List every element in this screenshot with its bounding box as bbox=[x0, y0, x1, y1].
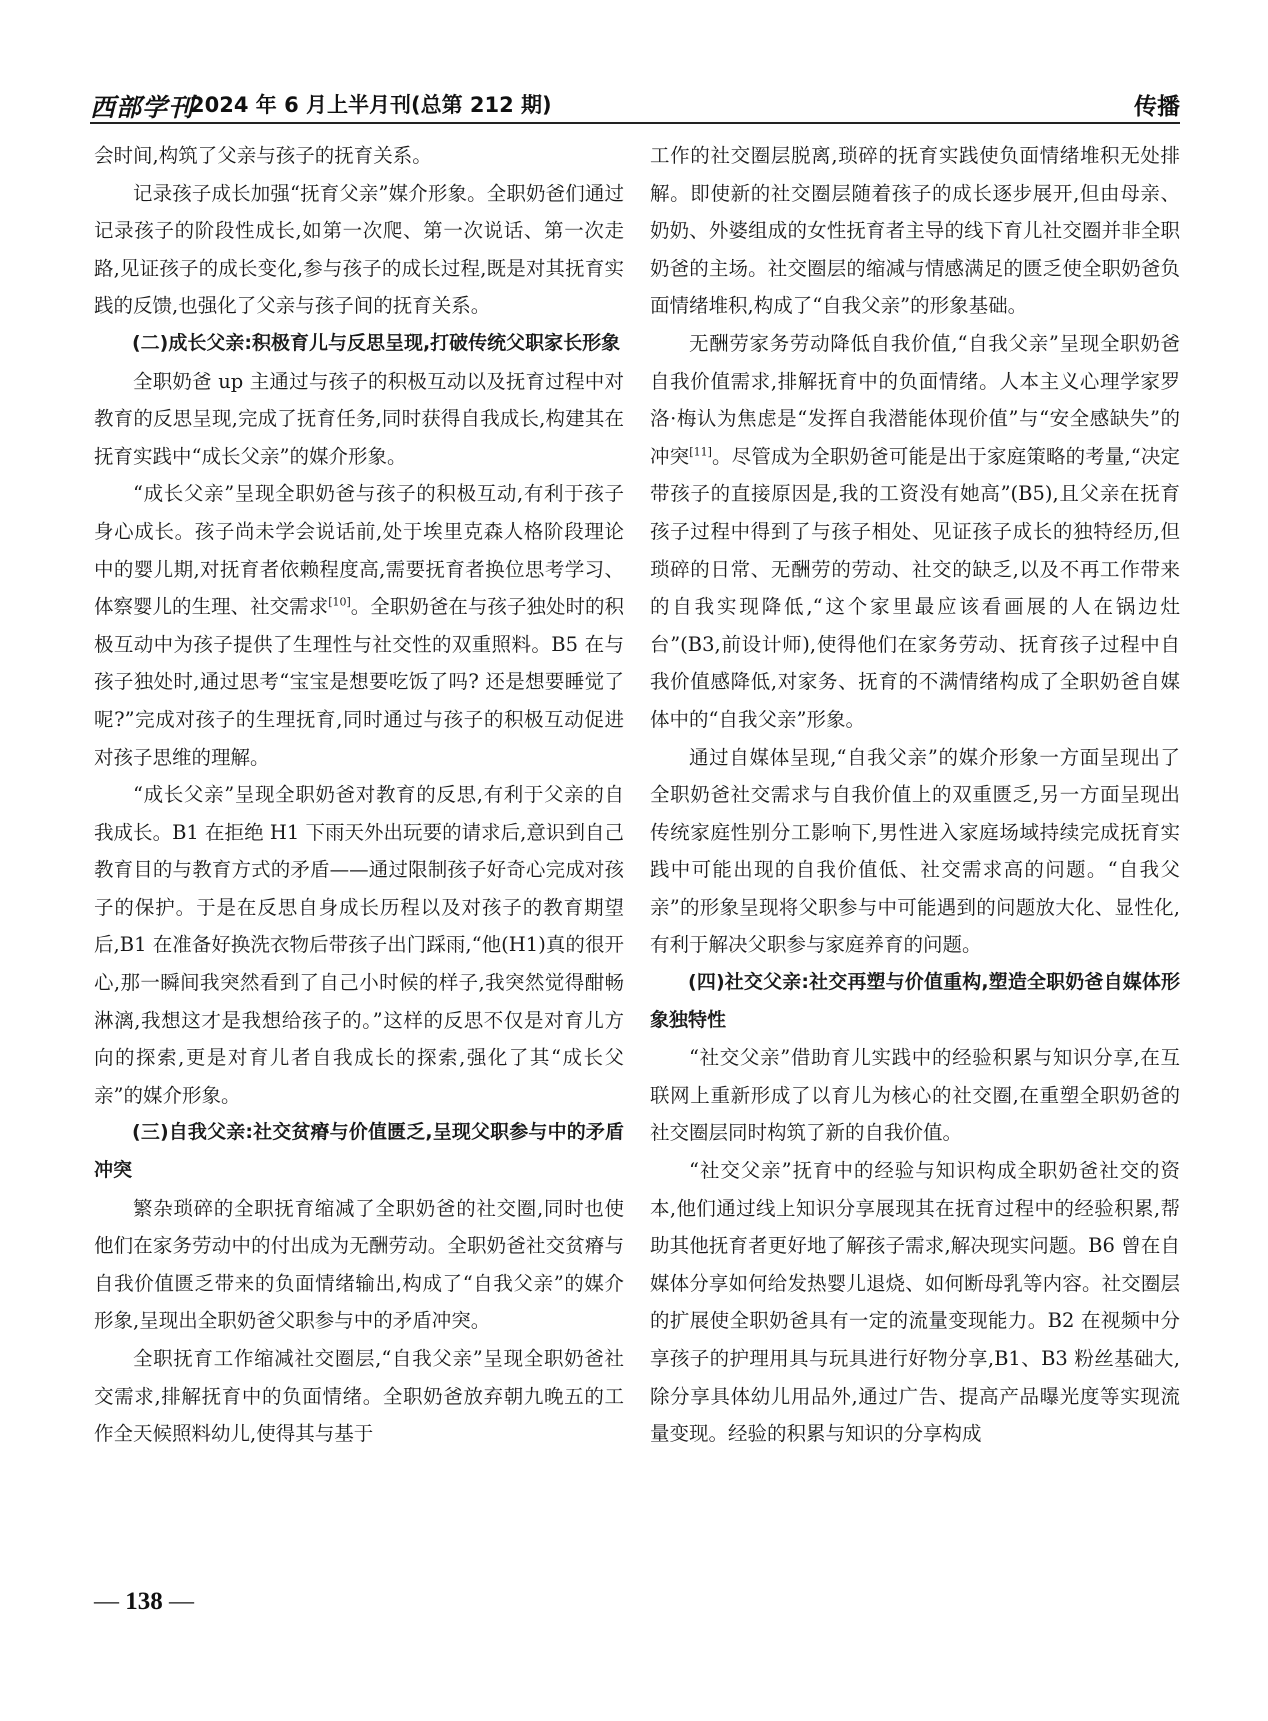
running-header bbox=[90, 82, 1180, 122]
paragraph: 工作的社交圈层脱离,琐碎的抚育实践使负面情绪堆积无处排解。即使新的社交圈层随着孩子的成长逐步展开,但由母亲、奶奶、外婆组成的女性抚育者主导的线下育儿社交圈并非全职奶爸的主场。社交圈层的缩减与情感满足的匮乏使全职奶爸负面情绪堆积,构成了“自我父亲”的形象基础。 bbox=[650, 144, 1180, 318]
footer-dash: — bbox=[94, 1588, 119, 1615]
paragraph-text: 无酬劳家务劳动降低自我价值,“自我父亲”呈现全职奶爸自我价值需求,排解抚育中的负面情绪。人本主义心理学家罗洛·梅认为焦虑是“发挥自我潜能体现价值”与“安全感缺失”的冲突 bbox=[650, 331, 1180, 468]
section-heading: (三)自我父亲:社交贫瘠与价值匮乏,呈现父职参与中的矛盾冲突 bbox=[94, 1121, 624, 1182]
paragraph-text: “成长父亲”呈现全职奶爸与孩子的积极互动,有利于孩子身心成长。孩子尚未学会说话前,处于埃里克森人格阶段理论中的婴儿期,对抚育者依赖程度高,需要抚育者换位思考学习、体察婴儿的生理、社交需求 bbox=[94, 482, 624, 619]
journal-logo: 西部学刊 bbox=[90, 93, 195, 122]
paragraph: “社交父亲”抚育中的经验与知识构成全职奶爸社交的资本,他们通过线上知识分享展现其在抚育过程中的经验积累,帮助其他抚育者更好地了解孩子需求,解决现实问题。B6 曾在自媒体分享如何给发热婴儿退烧、如何断母乳等内容。社交圈层的扩展使全职奶爸具有一定的流量变现能力。B2 在视频中分享孩子的护理用具与玩具进行好物分享,B1、B3 粉丝基础大,除分享具体幼儿用品外,通过广告、提高产品曝光度等实现流量变现。经验的积累与知识的分享构成 bbox=[650, 1159, 1180, 1446]
paragraph-text: 。尽管成为全职奶爸可能是出于家庭策略的考量,“决定带孩子的直接原因是,我的工资没有她高”(B5),且父亲在抚育孩子过程中得到了与孩子相处、见证孩子成长的独特经历,但琐碎的日常、无酬劳的劳动、社交的缺乏,以及不再工作带来的自我实现降低,“这个家里最应该看画展的人在锅边灶台”(B3,前设计师),使得他们在家务劳动、抚育孩子过程中自我价值感降低,对家务、抚育的不满情绪构成了全职奶爸自媒体中的“自我父亲”形象。 bbox=[650, 444, 1180, 731]
page-footer bbox=[94, 1588, 194, 1616]
journal-issue: 2024 年 6 月上半月刊(总第 212 期) bbox=[190, 93, 552, 117]
paragraph: 会时间,构筑了父亲与孩子的抚育关系。 bbox=[94, 144, 432, 167]
paragraph: 繁杂琐碎的全职抚育缩减了全职奶爸的社交圈,同时也使他们在家务劳动中的付出成为无酬劳动。全职奶爸社交贫瘠与自我价值匮乏带来的负面情绪输出,构成了“自我父亲”的媒介形象,呈现出全职奶爸父职参与中的矛盾冲突。 bbox=[94, 1196, 624, 1333]
paragraph: 记录孩子成长加强“抚育父亲”媒介形象。全职奶爸们通过记录孩子的阶段性成长,如第一次爬、第一次说话、第一次走路,见证孩子的成长变化,参与孩子的成长过程,既是对其抚育实践的反馈,也强化了父亲与孩子间的抚育关系。 bbox=[94, 181, 624, 318]
citation-ref: [11] bbox=[689, 445, 712, 459]
footer-dash: — bbox=[169, 1588, 194, 1615]
citation-ref: [10] bbox=[328, 595, 351, 609]
section-label: 传播 bbox=[1134, 94, 1180, 120]
paragraph: 全职抚育工作缩减社交圈层,“自我父亲”呈现全职奶爸社交需求,排解抚育中的负面情绪。全职奶爸放弃朝九晚五的工作全天候照料幼儿,使得其与基于 bbox=[94, 1347, 624, 1446]
paragraph bbox=[650, 325, 1180, 739]
paragraph: “社交父亲”借助育儿实践中的经验积累与知识分享,在互联网上重新形成了以育儿为核心的社交圈,在重塑全职奶爸的社交圈层同时构筑了新的自我价值。 bbox=[650, 1046, 1180, 1145]
header-rule bbox=[90, 122, 1180, 124]
paragraph: 通过自媒体呈现,“自我父亲”的媒介形象一方面呈现出了全职奶爸社交需求与自我价值上的双重匮乏,另一方面呈现出传统家庭性别分工影响下,男性进入家庭场域持续完成抚育实践中可能出现的自我价值低、社交需求高的问题。“自我父亲”的形象呈现将父职参与中可能遇到的问题放大化、显性化,有利于解决父职参与家庭养育的问题。 bbox=[650, 745, 1180, 957]
section-heading: (四)社交父亲:社交再塑与价值重构,塑造全职奶爸自媒体形象独特性 bbox=[650, 971, 1180, 1031]
section-heading: (二)成长父亲:积极育儿与反思呈现,打破传统父职家长形象 bbox=[132, 331, 621, 354]
left-column bbox=[94, 137, 624, 1453]
paragraph: “成长父亲”呈现全职奶爸对教育的反思,有利于父亲的自我成长。B1 在拒绝 H1 下雨天外出玩要的请求后,意识到自己教育目的与教育方式的矛盾——通过限制孩子好奇心完成对孩子的保护。于是在反思自身成长历程以及对孩子的教育期望后,B1 在准备好换洗衣物后带孩子出门踩雨,“他(H1)真的很开心,那一瞬间我突然看到了自己小时候的样子,我突然觉得酣畅淋漓,我想这才是我想给孩子的。”这样的反思不仅是对育儿方向的探索,更是对育儿者自我成长的探索,强化了其“成长父亲”的媒介形象。 bbox=[94, 783, 624, 1107]
page-number: 138 bbox=[125, 1588, 163, 1615]
paragraph-text: 。全职奶爸在与孩子独处时的积极互动中为孩子提供了生理性与社交性的双重照料。B5 在与孩子独处时,通过思考“宝宝是想要吃饭了吗? 还是想要睡觉了呢?”完成对孩子的生理抚育,同时通过与孩子的积极互动促进对孩子思维的理解。 bbox=[94, 595, 624, 769]
paragraph bbox=[94, 475, 624, 776]
right-column bbox=[650, 137, 1180, 1453]
paragraph: 全职奶爸 up 主通过与孩子的积极互动以及抚育过程中对教育的反思呈现,完成了抚育任务,同时获得自我成长,构建其在抚育实践中“成长父亲”的媒介形象。 bbox=[94, 369, 624, 468]
